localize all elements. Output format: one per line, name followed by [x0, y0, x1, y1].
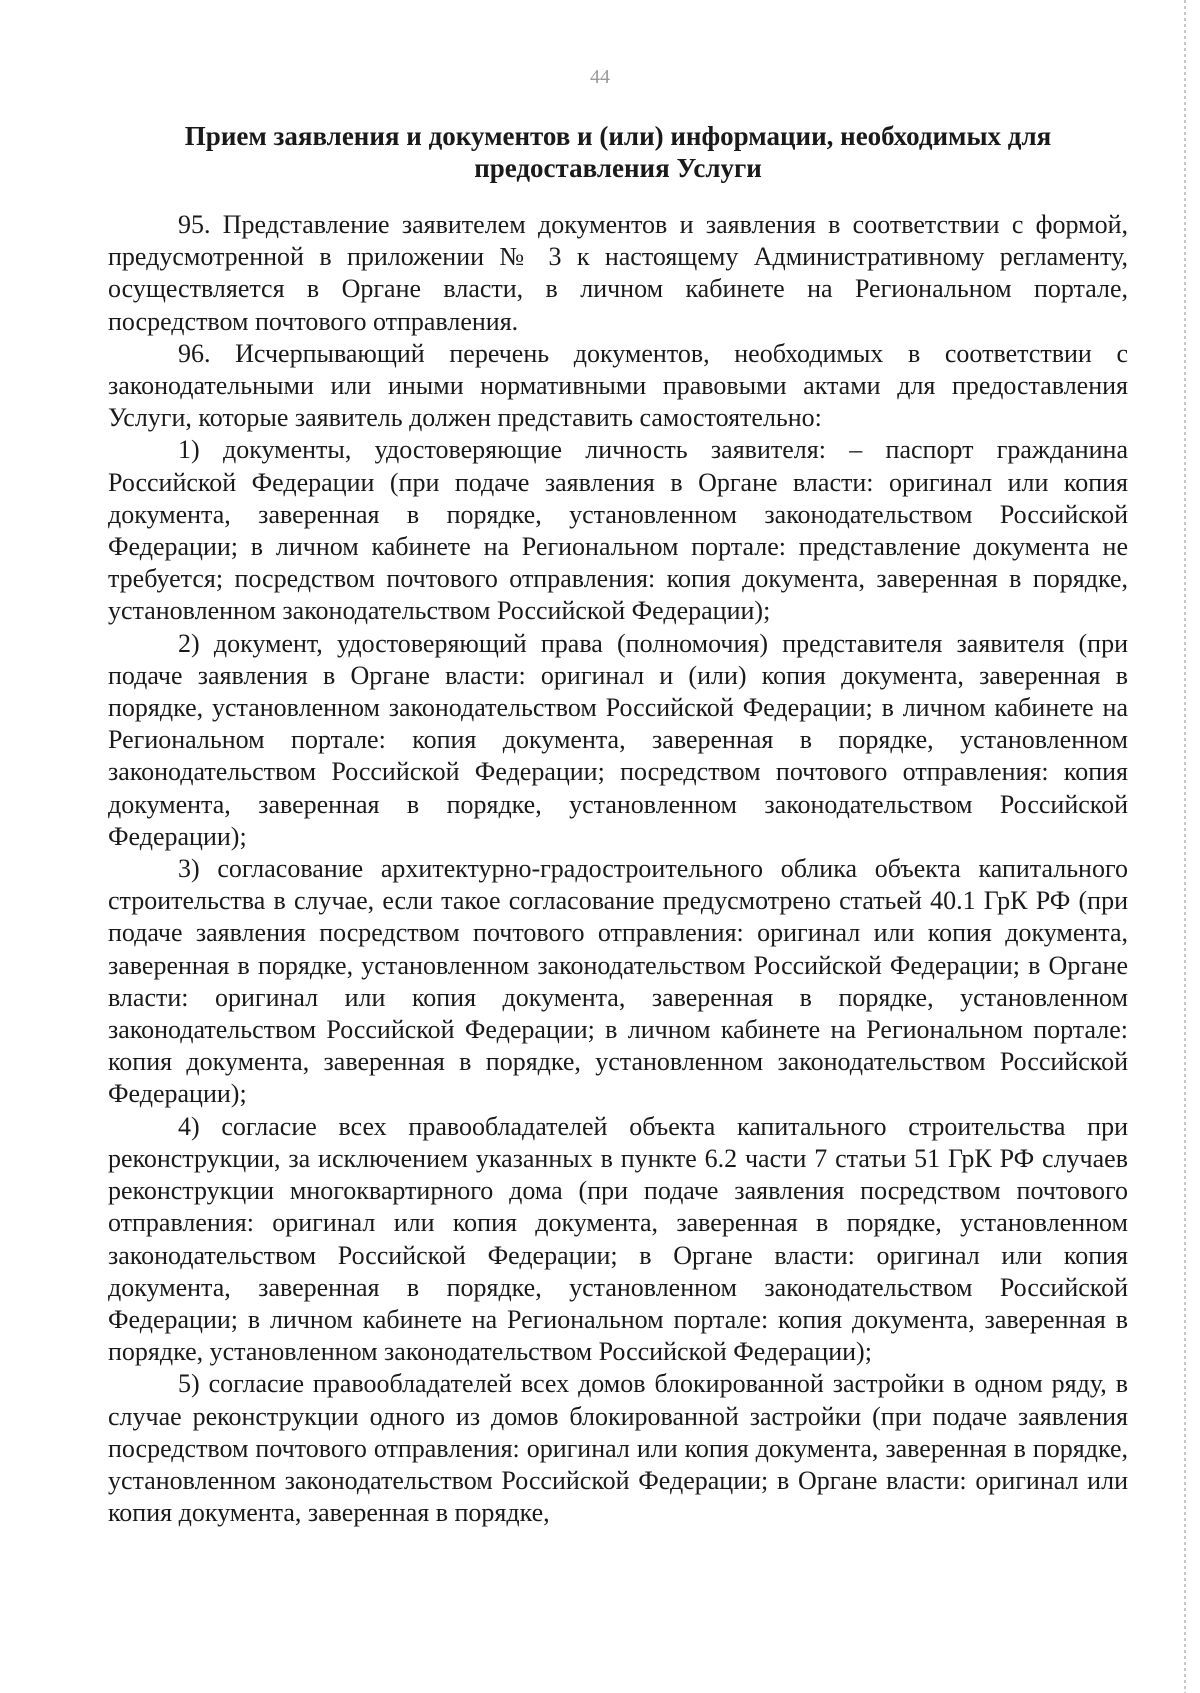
list-item-2: 2) документ, удостоверяющий права (полномочия) представителя заявителя (при подаче заявления в Органе власти: оригинал и (или) копия документа, заверенная в порядке, установленном законодательством Российской Федерации; в личном кабинете на Региональном портале: копия документа, заверенная в порядке, установленном законодательством Российской Федерации; посредством почтового отправления: копия документа, заверенная в порядке, установленном законодательством Российской Федерации);: [108, 628, 1128, 851]
list-item-1: 1) документы, удостоверяющие личность заявителя: – паспорт гражданина Российской Федерации (при подаче заявления в Органе власти: оригинал или копия документа, заверенная в порядке, установленном законодательством Российской Федерации; в личном кабинете на Региональном портале: представление документа не требуется; посредством почтового отправления: копия документа, заверенная в порядке, установленном законодательством Российской Федерации);: [108, 435, 1128, 626]
paragraph-96: 96. Исчерпывающий перечень документов, необходимых в соответствии с законодательными или иными нормативными правовыми актами для предоставления Услуги, которые заявитель должен представить самостоятельно:: [108, 338, 1128, 433]
section-heading: [108, 120, 1128, 184]
paragraph-95: 95. Представление заявителем документов и заявления в соответствии с формой, предусмотренной в приложении № 3 к настоящему Административному регламенту, осуществляется в Органе власти, в личном кабинете на Региональном портале, посредством почтового отправления.: [108, 210, 1128, 336]
section-heading-line-1: Прием заявления и документов и (или) информации, необходимых для: [184, 121, 1052, 151]
list-item-4: 4) согласие всех правообладателей объекта капитального строительства при реконструкции, за исключением указанных в пункте 6.2 части 7 статьи 51 ГрК РФ случаев реконструкции многоквартирного дома (при подаче заявления посредством почтового отправления: оригинал или копия документа, заверенная в порядке, установленном законодательством Российской Федерации; в Органе власти: оригинал или копия документа, заверенная в порядке, установленном законодательством Российской Федерации; в личном кабинете на Региональном портале: копия документа, заверенная в порядке, установленном законодательством Российской Федерации);: [108, 1111, 1128, 1367]
list-item-5: 5) согласие правообладателей всех домов блокированной застройки в одном ряду, в случае реконструкции одного из домов блокированной застройки (при подаче заявления посредством почтового отправления: оригинал или копия документа, заверенная в порядке, установленном законодательством Российской Федерации; в Органе власти: оригинал или копия документа, заверенная в порядке,: [108, 1369, 1128, 1528]
document-body: [108, 209, 1128, 1529]
section-heading-line-2: предоставления Услуги: [474, 153, 762, 183]
scan-page-edge: [1184, 0, 1186, 1693]
list-item-3: 3) согласование архитектурно-градостроительного облика объекта капитального строительства в случае, если такое согласование предусмотрено статьей 40.1 ГрК РФ (при подаче заявления посредством почтового отправления: оригинал или копия документа, заверенная в порядке, установленном законодательством Российской Федерации; в Органе власти: оригинал или копия документа, заверенная в порядке, установленном законодательством Российской Федерации; в личном кабинете на Региональном портале: копия документа, заверенная в порядке, установленном законодательством Российской Федерации);: [108, 854, 1128, 1109]
page-number: 44: [590, 66, 610, 88]
